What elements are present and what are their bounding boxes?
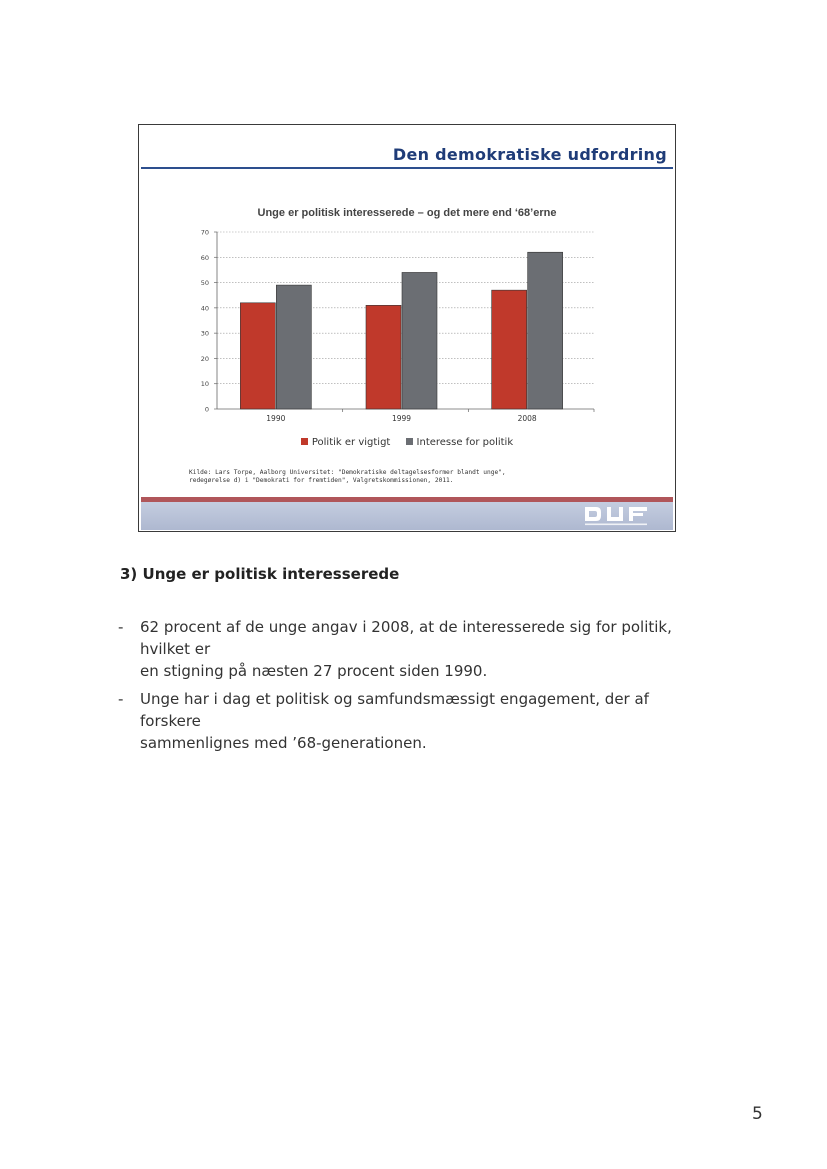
legend-swatch-gray <box>406 438 413 445</box>
legend-label: Politik er vigtigt <box>311 437 391 448</box>
bullet-text-line: en stigning på næsten 27 procent siden 1990. <box>140 662 488 680</box>
chart-title: Unge er politisk interesserede – og det mere end ‘68’erne <box>257 207 557 219</box>
title-rule <box>141 167 673 169</box>
x-tick-label: 2008 <box>517 414 537 423</box>
bullet-item <box>118 616 698 682</box>
y-tick-label: 0 <box>204 405 209 414</box>
source-line: redegørelse d) i "Demokrati for fremtiden", Valgretskommissionen, 2011. <box>189 477 454 484</box>
source-line: Kilde: Lars Torpe, Aalborg Universitet: "Demokratiske deltagelsesformer blandt unge", <box>189 469 506 476</box>
bar-politik-er-vigtigt <box>366 305 401 409</box>
bar-chart <box>139 220 677 445</box>
source-note <box>189 469 506 485</box>
bullet-dash: - <box>118 690 124 708</box>
duf-logo <box>581 504 655 528</box>
x-tick-label: 1999 <box>391 414 412 423</box>
y-tick-label: 50 <box>200 279 209 288</box>
chart-legend <box>139 437 675 448</box>
legend-label: Interesse for politik <box>416 437 514 448</box>
y-tick-label: 20 <box>200 354 209 363</box>
legend-swatch-red <box>301 438 308 445</box>
page-number: 5 <box>752 1104 763 1124</box>
slide-frame <box>138 124 676 532</box>
bullet-item <box>118 688 698 754</box>
bullet-text-line: 62 procent af de unge angav i 2008, at de interesserede sig for politik, hvilket er <box>140 618 672 658</box>
bullet-text-line: Unge har i dag et politisk og samfundsmæssigt engagement, der af forskere <box>140 690 649 730</box>
x-tick-label: 1990 <box>266 414 286 423</box>
section-heading: 3) Unge er politisk interesserede <box>120 565 400 583</box>
y-tick-label: 40 <box>200 304 209 313</box>
bar-politik-er-vigtigt <box>240 303 275 409</box>
y-tick-label: 10 <box>200 380 209 389</box>
y-tick-label: 60 <box>200 253 209 262</box>
legend-item-interesse-for-politik <box>406 437 514 448</box>
y-tick-label: 70 <box>200 228 209 237</box>
slide-title: Den demokratiske udfordring <box>392 145 667 164</box>
y-tick-label: 30 <box>200 329 209 338</box>
footer-band <box>141 502 673 530</box>
bar-interesse-for-politik <box>402 272 437 409</box>
bar-interesse-for-politik <box>528 252 563 409</box>
bar-politik-er-vigtigt <box>492 290 527 409</box>
bar-interesse-for-politik <box>276 285 311 409</box>
legend-item-politik-er-vigtigt <box>301 437 394 448</box>
bullet-dash: - <box>118 618 124 636</box>
bullet-text-line: sammenlignes med ’68-generationen. <box>140 734 427 752</box>
